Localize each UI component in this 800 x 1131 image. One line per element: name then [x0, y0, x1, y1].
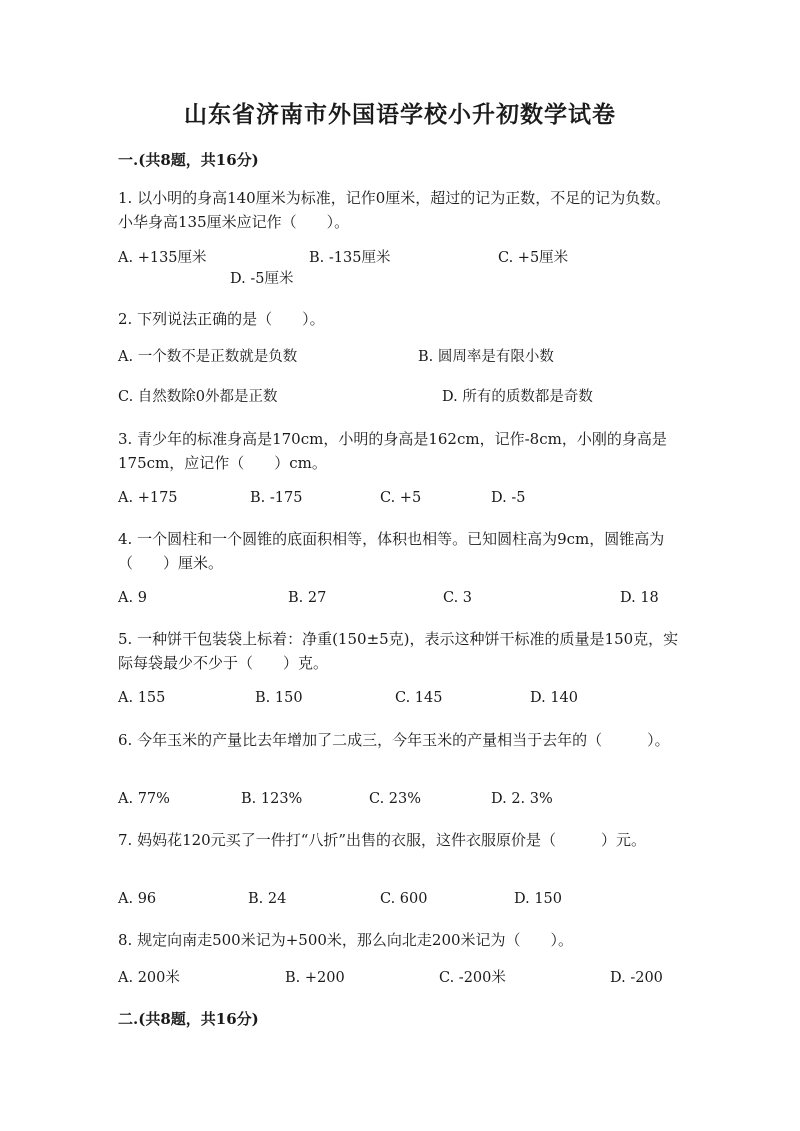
option-d: D. 所有的质数都是奇数 — [442, 389, 593, 405]
option-c: C. -200米 — [439, 970, 506, 986]
option-d: D. 18 — [620, 590, 659, 606]
option-d: D. 140 — [530, 690, 579, 706]
section-heading-1: 一.(共8题，共16分) — [118, 151, 259, 169]
option-c: C. +5厘米 — [498, 250, 569, 266]
question-1-text: 1. 以小明的身高140厘米为标准，记作0厘米，超过的记为正数，不足的记为负数。小华身高135厘米应记作（ ）。 — [118, 189, 671, 231]
section-heading-2: 二.(共8题，共16分) — [118, 1010, 259, 1028]
question-1-options — [118, 248, 684, 288]
option-a: A. +175 — [118, 490, 178, 506]
page-title: 山东省济南市外国语学校小升初数学试卷 — [184, 101, 616, 128]
question-6-options — [118, 789, 684, 829]
question-4-options — [118, 588, 684, 628]
option-b: B. 123% — [241, 791, 303, 807]
question-3-text: 3. 青少年的标准身高是170cm，小明的身高是162cm，记作-8cm，小刚的身高是175cm，应记作（ ）cm。 — [118, 430, 667, 472]
option-a: A. 96 — [118, 891, 157, 907]
option-b: B. +200 — [285, 970, 345, 986]
option-c: C. 23% — [369, 791, 422, 807]
option-b: B. 150 — [255, 690, 303, 706]
option-a: A. 155 — [118, 690, 166, 706]
question-2-text: 2. 下列说法正确的是（ ）。 — [118, 310, 325, 328]
option-b: B. 24 — [248, 891, 287, 907]
option-c: C. +5 — [380, 490, 422, 506]
option-a: A. 77% — [118, 791, 170, 807]
question-8-options — [118, 968, 684, 1008]
question-6-text: 6. 今年玉米的产量比去年增加了二成三，今年玉米的产量相当于去年的（ ）。 — [118, 731, 670, 749]
question-7-text: 7. 妈妈花120元买了一件打“八折”出售的衣服，这件衣服原价是（ ）元。 — [118, 831, 647, 849]
question-5-text: 5. 一种饼干包装袋上标着：净重(150±5克)，表示这种饼干标准的质量是150克，实际每袋最少不少于（ ）克。 — [118, 630, 679, 672]
option-a: A. 9 — [118, 590, 147, 606]
question-3-options — [118, 488, 684, 528]
question-2-options-row2 — [118, 387, 684, 427]
option-d: D. -5 — [491, 490, 526, 506]
option-c: C. 145 — [395, 690, 443, 706]
question-8-text: 8. 规定向南走500米记为+500米，那么向北走200米记为（ ）。 — [118, 931, 574, 949]
option-d: D. 2. 3% — [491, 791, 553, 807]
option-a: A. 200米 — [118, 970, 180, 986]
option-b: B. -175 — [250, 490, 303, 506]
option-b: B. 27 — [288, 590, 327, 606]
question-4-text: 4. 一个圆柱和一个圆锥的底面积相等，体积也相等。已知圆柱高为9cm，圆锥高为（ ）厘米。 — [118, 530, 665, 572]
question-5-options — [118, 688, 684, 728]
option-a: A. +135厘米 — [118, 250, 207, 266]
option-b: B. -135厘米 — [309, 250, 391, 266]
option-d: D. -200 — [610, 970, 663, 986]
option-d: D. -5厘米 — [230, 271, 294, 287]
question-2-options-row1 — [118, 347, 684, 387]
option-a: A. 一个数不是正数就是负数 — [118, 349, 298, 365]
question-7-options — [118, 889, 684, 929]
option-c: C. 600 — [380, 891, 428, 907]
option-b: B. 圆周率是有限小数 — [418, 349, 554, 365]
option-d: D. 150 — [514, 891, 563, 907]
option-c: C. 3 — [443, 590, 473, 606]
option-c: C. 自然数除0外都是正数 — [118, 389, 278, 405]
